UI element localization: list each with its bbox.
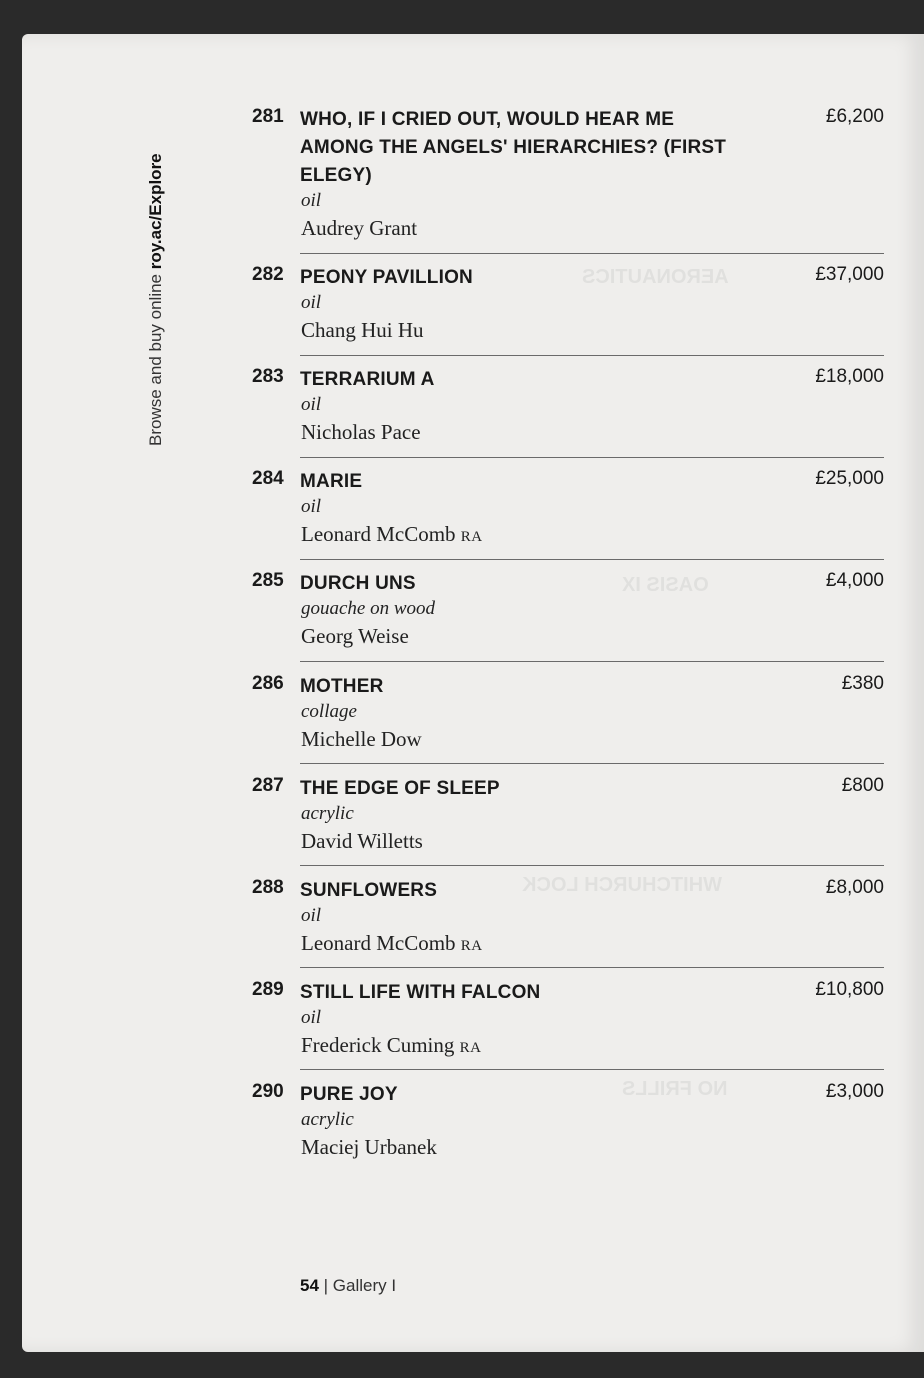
sidebar-link[interactable]: roy.ac/Explore xyxy=(146,153,165,270)
entry-price: £8,000 xyxy=(825,877,884,898)
entry-divider xyxy=(300,355,884,356)
artist-name: Leonard McComb xyxy=(301,522,456,546)
entry-medium: oil xyxy=(301,1007,322,1028)
entry-title: PURE JOY xyxy=(300,1084,398,1105)
entry-number: 283 xyxy=(252,366,284,387)
artist-name: Michelle Dow xyxy=(301,727,422,751)
entry-number: 288 xyxy=(252,877,284,898)
entry-medium: oil xyxy=(301,292,322,313)
catalogue-entry xyxy=(0,568,924,670)
entry-number: 285 xyxy=(252,570,284,591)
artist-name: Georg Weise xyxy=(301,624,409,648)
entry-number: 290 xyxy=(252,1081,284,1102)
artist-suffix: RA xyxy=(460,938,483,954)
entry-medium: collage xyxy=(301,701,357,722)
entry-artist xyxy=(301,1033,481,1058)
page-number: 54 xyxy=(300,1276,319,1295)
entry-artist xyxy=(301,522,483,547)
bleed-through-text: NO FRILLS xyxy=(622,1078,728,1100)
entry-title: TERRARIUM A xyxy=(300,369,435,390)
entry-price: £4,000 xyxy=(825,570,884,591)
entry-medium: acrylic xyxy=(301,803,354,824)
entry-title: MARIE xyxy=(300,471,363,492)
entry-number: 284 xyxy=(252,468,284,489)
entry-number: 282 xyxy=(252,264,284,285)
catalogue-entry xyxy=(0,364,924,466)
entry-title: THE EDGE OF SLEEP xyxy=(300,778,500,799)
entry-title: STILL LIFE WITH FALCON xyxy=(300,982,541,1003)
entry-medium: acrylic xyxy=(301,1109,354,1130)
entry-title: DURCH UNS xyxy=(300,573,416,594)
entry-divider xyxy=(300,661,884,662)
entry-artist xyxy=(301,318,424,343)
section-name: | Gallery I xyxy=(318,1276,397,1295)
entry-medium: oil xyxy=(301,190,322,211)
entry-divider xyxy=(300,763,884,764)
catalogue-entry xyxy=(0,977,924,1079)
entry-divider xyxy=(300,1069,884,1070)
entry-number: 287 xyxy=(252,775,284,796)
entry-artist xyxy=(301,216,417,241)
entry-artist xyxy=(301,727,422,752)
bleed-through-text: OASIS IX xyxy=(622,574,709,596)
entry-price: £18,000 xyxy=(815,366,884,387)
catalogue-entry xyxy=(0,875,924,977)
entry-price: £37,000 xyxy=(815,264,884,285)
artist-name: David Willetts xyxy=(301,829,423,853)
entry-price: £380 xyxy=(841,673,884,694)
entry-artist xyxy=(301,829,423,854)
entry-medium: oil xyxy=(301,905,322,926)
artist-suffix: RA xyxy=(460,529,483,545)
entry-artist xyxy=(301,420,421,445)
entry-medium: gouache on wood xyxy=(301,598,436,619)
entry-divider xyxy=(300,559,884,560)
artist-name: Maciej Urbanek xyxy=(301,1135,437,1159)
artist-name: Audrey Grant xyxy=(301,216,418,240)
catalogue-entry xyxy=(0,262,924,364)
artist-name: Frederick Cuming xyxy=(301,1033,455,1057)
entry-price: £800 xyxy=(841,775,884,796)
entry-number: 289 xyxy=(252,979,284,1000)
artist-suffix: RA xyxy=(459,1040,482,1056)
entry-price: £6,200 xyxy=(825,106,884,127)
catalogue-entry xyxy=(0,773,924,875)
entry-price: £3,000 xyxy=(825,1081,884,1102)
sidebar-prefix: Browse and buy online xyxy=(146,269,165,446)
page-footer xyxy=(300,1276,396,1296)
entry-title: PEONY PAVILLION xyxy=(300,267,473,288)
entry-medium: oil xyxy=(301,394,322,415)
entry-divider xyxy=(300,865,884,866)
entry-title: MOTHER xyxy=(300,676,384,697)
entry-title: SUNFLOWERS xyxy=(300,880,438,901)
artist-name: Chang Hui Hu xyxy=(301,318,424,342)
catalogue-entry xyxy=(0,1079,924,1181)
entry-artist xyxy=(301,624,409,649)
entry-artist xyxy=(301,1135,437,1160)
artist-name: Nicholas Pace xyxy=(301,420,421,444)
catalogue-entry xyxy=(0,671,924,773)
artist-name: Leonard McComb xyxy=(301,931,456,955)
entry-divider xyxy=(300,253,884,254)
entry-artist xyxy=(301,931,483,956)
entry-divider xyxy=(300,967,884,968)
entry-medium: oil xyxy=(301,496,322,517)
catalogue-entry xyxy=(0,466,924,568)
entry-number: 286 xyxy=(252,673,284,694)
entry-price: £10,800 xyxy=(815,979,884,1000)
entry-number: 281 xyxy=(252,106,284,127)
entry-title: WHO, IF I CRIED OUT, WOULD HEAR ME AMONG THE ANGELS' HIERARCHIES? (FIRST ELEGY) xyxy=(300,109,727,186)
entry-divider xyxy=(300,457,884,458)
bleed-through-text: AERONAUTICS xyxy=(582,266,729,288)
bleed-through-text: WHITCHURCH LOCK xyxy=(522,874,722,896)
entry-price: £25,000 xyxy=(815,468,884,489)
